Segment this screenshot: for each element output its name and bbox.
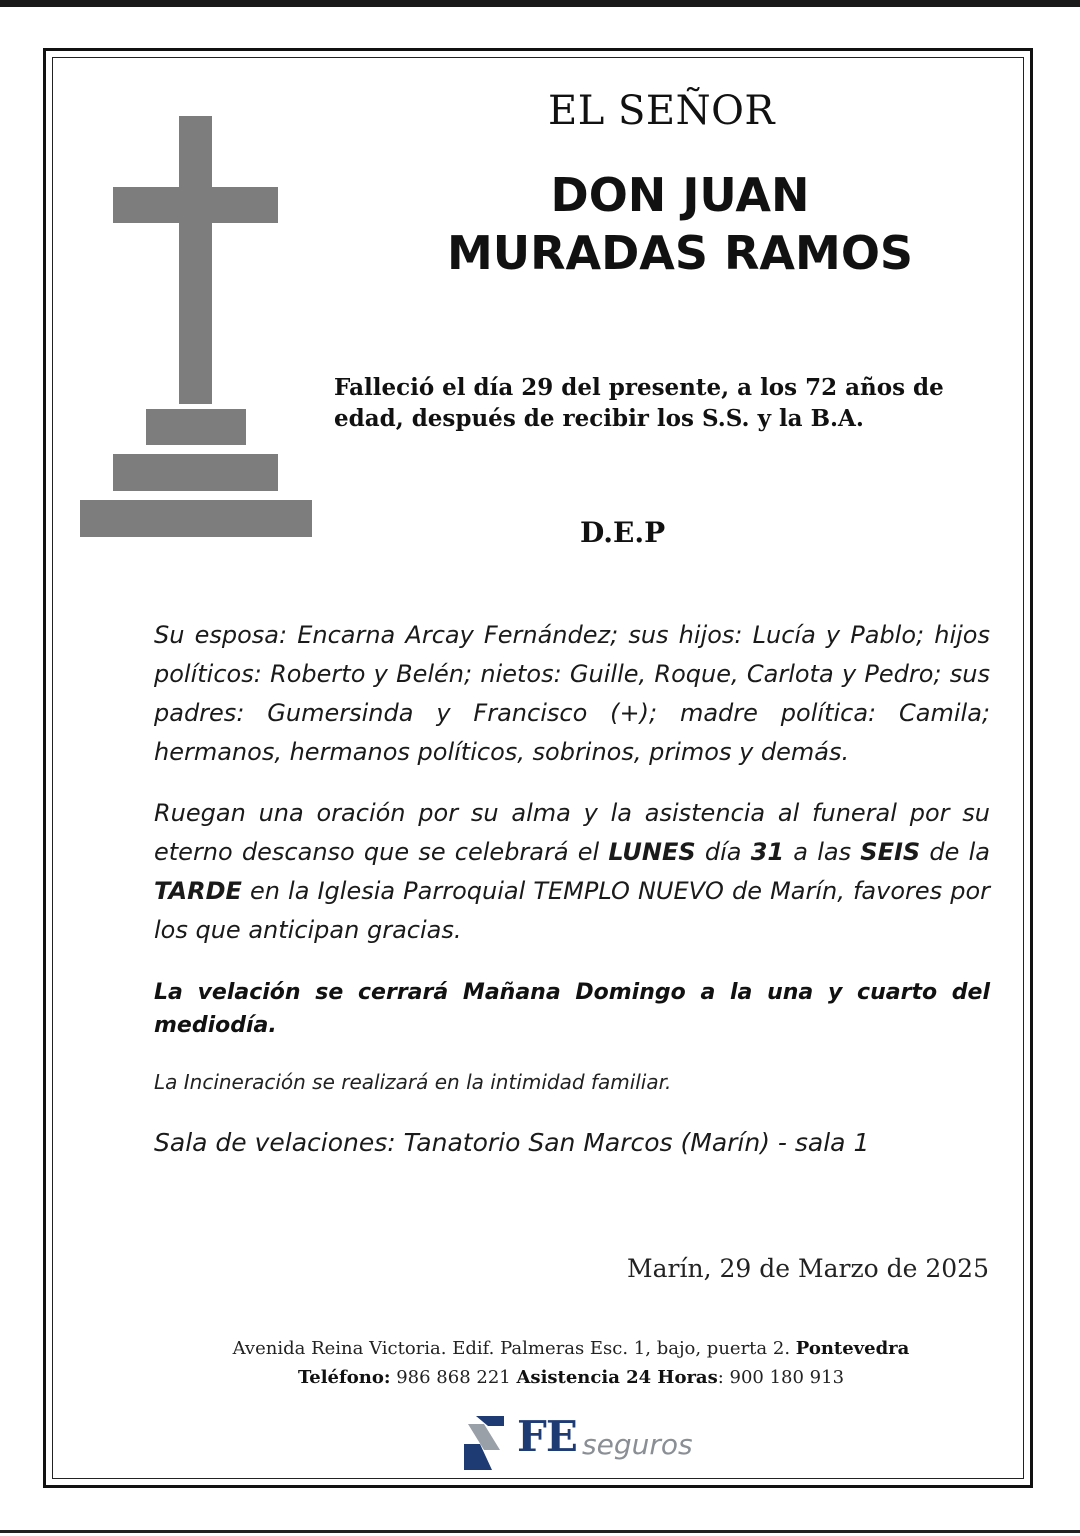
date-line: Marín, 29 de Marzo de 2025 bbox=[627, 1254, 989, 1283]
funeral-day-name: LUNES bbox=[608, 838, 696, 866]
funeral-text-1: Ruegan una oración por su alma y la asistencia al funeral por su eterno descanso que se celebrará el bbox=[154, 799, 990, 866]
footer-address: Avenida Reina Victoria. Edif. Palmeras Esc. 1, bajo, puerta 2. bbox=[232, 1338, 796, 1359]
footer-contact bbox=[150, 1334, 992, 1392]
funeral-period: TARDE bbox=[154, 877, 242, 905]
logo-brand: FE bbox=[517, 1412, 577, 1461]
footer-phone-line bbox=[150, 1363, 992, 1392]
family-paragraph: Su esposa: Encarna Arcay Fernández; sus hijos: Lucía y Pablo; hijos políticos: Roberto y Belén; nietos: Guille, Roque, Carlota y Pedro; sus padres: Gumersinda y Francisco (+); madre política: Camila; hermanos, hermanos políticos, sobrinos, primos y demás. bbox=[154, 621, 990, 766]
incineracion-notice: La Incineración se realizará en la intimidad familiar. bbox=[154, 1070, 672, 1094]
funeral-text-5: en la Iglesia Parroquial TEMPLO NUEVO de Marín, favores por los que anticipan gracias. bbox=[154, 877, 990, 944]
death-notice-line2: edad, después de recibir los S.S. y la B.A. bbox=[334, 405, 864, 432]
bottom-line bbox=[0, 1530, 1080, 1533]
heading: EL SEÑOR bbox=[548, 88, 775, 134]
fe-logo-icon bbox=[462, 1414, 506, 1472]
death-notice-line1: Falleció el día 29 del presente, a los 72 años de bbox=[334, 374, 944, 401]
footer-address-line bbox=[150, 1334, 992, 1363]
deceased-name-line1: DON JUAN bbox=[550, 168, 810, 222]
funeral-hour: SEIS bbox=[860, 838, 921, 866]
funeral-paragraph bbox=[154, 794, 990, 950]
top-bar bbox=[0, 0, 1080, 7]
footer-assist: : 900 180 913 bbox=[717, 1367, 845, 1388]
footer-phone-label: Teléfono: bbox=[297, 1367, 391, 1388]
funeral-text-2: día bbox=[695, 838, 751, 866]
footer-assist-label: Asistencia 24 Horas bbox=[516, 1367, 718, 1388]
sala-notice: Sala de velaciones: Tanatorio San Marcos (Marín) - sala 1 bbox=[154, 1128, 870, 1157]
velacion-notice: La velación se cerrará Mañana Domingo a la una y cuarto del mediodía. bbox=[154, 980, 990, 1038]
funeral-text-4: de la bbox=[920, 838, 990, 866]
dep-text: D.E.P bbox=[580, 516, 666, 549]
funeral-day-number: 31 bbox=[750, 838, 785, 866]
funeral-text-3: a las bbox=[784, 838, 861, 866]
footer-phone: 986 868 221 bbox=[390, 1367, 517, 1388]
footer-city: Pontevedra bbox=[795, 1338, 910, 1359]
fe-seguros-logo bbox=[462, 1412, 702, 1472]
cross-icon bbox=[80, 116, 312, 538]
logo-suffix: seguros bbox=[582, 1428, 693, 1461]
death-notice bbox=[334, 372, 984, 434]
deceased-name-line2: MURADAS RAMOS bbox=[446, 226, 914, 280]
